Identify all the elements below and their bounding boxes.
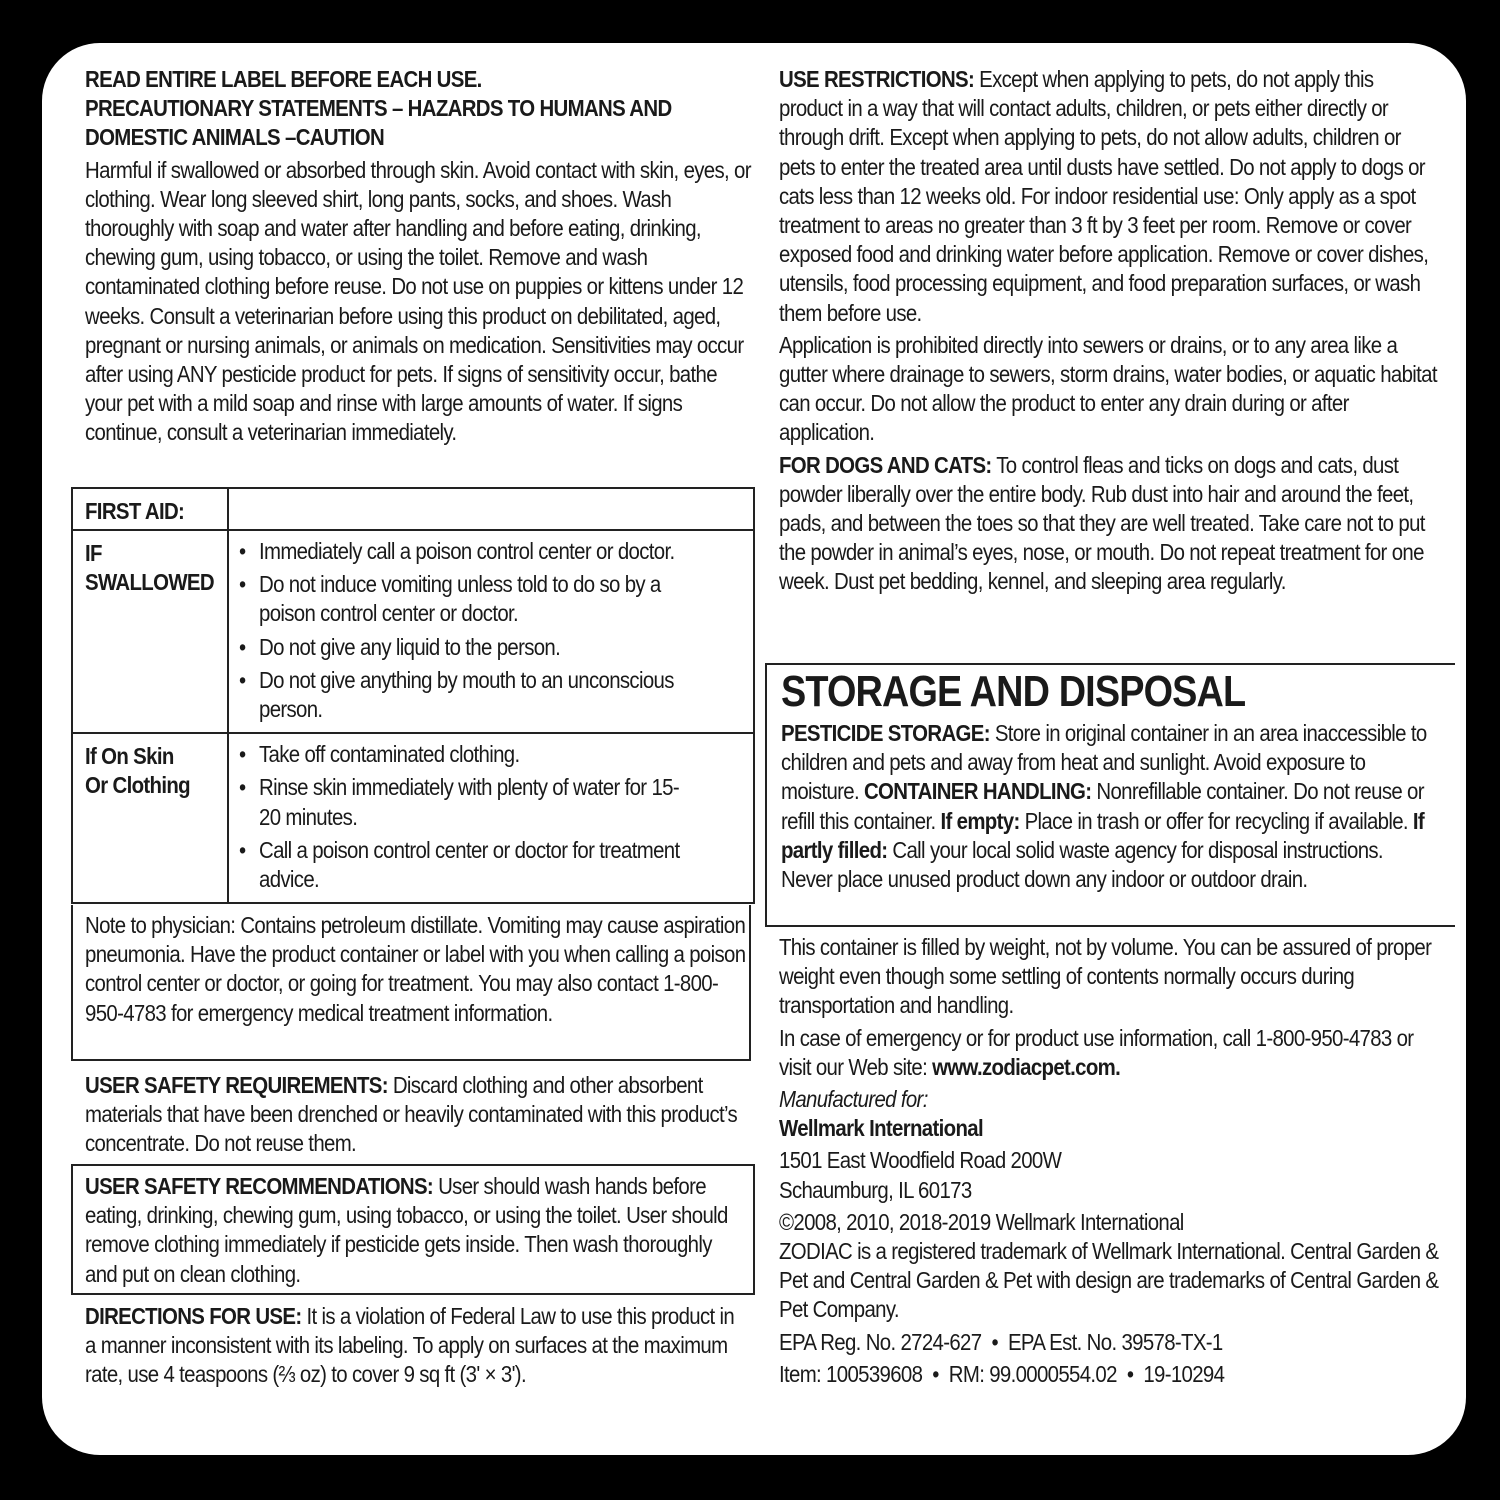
if-swallowed-instructions <box>228 530 754 733</box>
directions-for-use-title: DIRECTIONS FOR USE: <box>85 1303 302 1329</box>
list-item: • Take off contaminated clothing. <box>239 741 520 768</box>
if-swallowed-cell <box>72 530 228 733</box>
if-on-skin-label: If On Skin Or Clothing <box>85 743 190 799</box>
first-aid-table <box>71 487 755 904</box>
first-aid-title-cell <box>72 488 228 530</box>
note-to-physician: Note to physician: Contains petroleum distillate. Vomiting may cause aspiration pneumonia. Have the product container or label with you when calling a poison control center or doctor, or going for treatment. You may also contact 1-800-950-4783 for emergency medical treatment information. <box>85 912 746 1026</box>
storage-and-disposal-title: STORAGE AND DISPOSAL <box>781 667 1246 716</box>
if-on-skin-cell <box>72 733 228 903</box>
list-item: • Do not induce vomiting unless told to do so by a poison control center or doctor. <box>239 571 661 627</box>
note-to-physician-box <box>71 905 751 1061</box>
list-item: • Do not give any liquid to the person. <box>239 633 561 660</box>
website-link[interactable]: www.zodiacpet.com. <box>932 1053 1121 1080</box>
user-safety-recommendations-title: USER SAFETY RECOMMENDATIONS: <box>85 1173 434 1199</box>
use-restrictions-text: Except when applying to pets, do not apply this product in a way that will contact adults, children, or pets either directly or through drift. Except when applying to pets, do not allow adults, children or pets to enter the treated area until dusts have settled. Do not apply to dogs or cats less than 12 weeks old. For indoor residential use: Only apply as a spot treatment to areas no greater than 3 ft by 3 feet per room. Remove or cover exposed food and drinking water before application. Remove or cover dishes, utensils, food processing equipment, and food preparation surfaces, or wash them before use. <box>779 66 1429 326</box>
user-safety-recommendations-text: User should wash hands before eating, drinking, chewing gum, using tobacco, or using the toilet. User should remove clothing immediately if pesticide gets inside. Then wash thoroughly and put on clean clothing. <box>85 1173 728 1287</box>
read-label-header: READ ENTIRE LABEL BEFORE EACH USE. <box>85 66 482 92</box>
manufactured-for: Manufactured for: <box>779 1086 928 1113</box>
if-swallowed-label: IF SWALLOWED <box>85 540 214 596</box>
dogs-and-cats-title: FOR DOGS AND CATS: <box>779 451 992 478</box>
precautions-text: Harmful if swallowed or absorbed through skin. Avoid contact with skin, eyes, or clothing. Wear long sleeved shirt, long pants, socks, and shoes. Wash thoroughly with soap and water after handling and before eating, drinking, chewing gum, using tobacco, or using the toilet. Remove and wash contaminated clothing before reuse. Do not use on puppies or kittens under 12 weeks. Consult a veterinarian before using this product on debilitated, aged, pregnant or nursing animals, or animals on medication. Sensitivities may occur after using ANY pesticide product for pets. If signs of sensitivity occur, bathe your pet with a mild soap and rinse with large amounts of water. If signs continue, consult a veterinarian immediately. <box>85 156 751 446</box>
storage-text: PESTICIDE STORAGE: Store in original container in an area inaccessible to children and pets and away from heat and sunlight. Avoid exposure to moisture. CONTAINER HANDLING: Nonrefillable container. Do not reuse or refill this container. If empty: Place in trash or offer for recycling if available. If partly filled: Call your local solid waste agency for disposal instructions. Never place unused product down any indoor or outdoor drain. <box>781 720 1427 893</box>
first-aid-title: FIRST AID: <box>85 498 185 524</box>
user-safety-recommendations-box <box>71 1164 755 1295</box>
dogs-and-cats <box>779 451 1439 597</box>
left-column <box>85 65 753 448</box>
dogs-and-cats-text: To control fleas and ticks on dogs and cats, dust powder liberally over the entire body. Rub dust into hair and around the feet, pads, and between the toes so that they are well treated. Take care not to put the powder in animal’s eyes, nose, or mouth. Do not repeat treatment for one week. Dust pet bedding, kennel, and sleeping area regularly. <box>779 451 1425 595</box>
epa-numbers: EPA Reg. No. 2724-627 • EPA Est. No. 39578-TX-1 <box>779 1328 1223 1355</box>
precautionary-header: PRECAUTIONARY STATEMENTS – HAZARDS TO HUMANS AND DOMESTIC ANIMALS –CAUTION <box>85 95 672 151</box>
list-item: • Do not give anything by mouth to an unconscious person. <box>239 666 674 723</box>
directions-for-use-text: It is a violation of Federal Law to use this product in a manner inconsistent with its labeling. To apply on surfaces at the maximum rate, use 4 teaspoons (⅔ oz) to cover 9 sq ft (3' × 3'). <box>85 1303 735 1388</box>
list-item: • Call a poison control center or doctor for treatment advice. <box>239 836 680 893</box>
list-item: • Rinse skin immediately with plenty of water for 15-20 minutes. <box>239 774 679 830</box>
address-line-2: Schaumburg, IL 60173 <box>779 1176 972 1203</box>
user-safety-requirements <box>85 1071 745 1159</box>
application-prohibited-text: Application is prohibited directly into sewers or drains, or to any area like a gutter where drainage to sewers, storm drains, water bodies, or aquatic habitat can occur. Do not allow the product to enter any drain during or after application. <box>779 331 1437 446</box>
list-item: • Immediately call a poison control center or doctor. <box>239 538 675 564</box>
product-label <box>42 43 1466 1455</box>
right-column <box>779 65 1439 597</box>
if-on-skin-instructions <box>228 733 754 903</box>
user-safety-requirements-title: USER SAFETY REQUIREMENTS: <box>85 1072 388 1098</box>
storage-and-disposal-box <box>765 663 1455 927</box>
manufacturer-info <box>779 933 1439 1389</box>
copyright: ©2008, 2010, 2018-2019 Wellmark International <box>779 1208 1184 1235</box>
weight-statement: This container is filled by weight, not by volume. You can be assured of proper weight even though some settling of contents normally occurs during transportation and handling. <box>779 934 1432 1019</box>
first-aid-empty-cell <box>228 488 754 530</box>
item-numbers: Item: 100539608 • RM: 99.0000554.02 • 19-10294 <box>779 1360 1225 1387</box>
address-line-1: 1501 East Woodfield Road 200W <box>779 1147 1062 1174</box>
directions-for-use <box>85 1302 745 1390</box>
emergency-info: In case of emergency or for product use information, call 1-800-950-4783 or visit our Web site: www.zodiacpet.com. <box>779 1024 1414 1080</box>
company-name: Wellmark International <box>779 1115 983 1142</box>
user-safety-requirements-text: Discard clothing and other absorbent materials that have been drenched or heavily contaminated with this product’s concentrate. Do not reuse them. <box>85 1072 738 1157</box>
use-restrictions-title: USE RESTRICTIONS: <box>779 66 975 92</box>
trademark-notice: ZODIAC is a registered trademark of Wellmark International. Central Garden & Pet and Central Garden & Pet with design are trademarks of Central Garden & Pet Company. <box>779 1238 1439 1323</box>
use-restrictions <box>779 65 1439 328</box>
